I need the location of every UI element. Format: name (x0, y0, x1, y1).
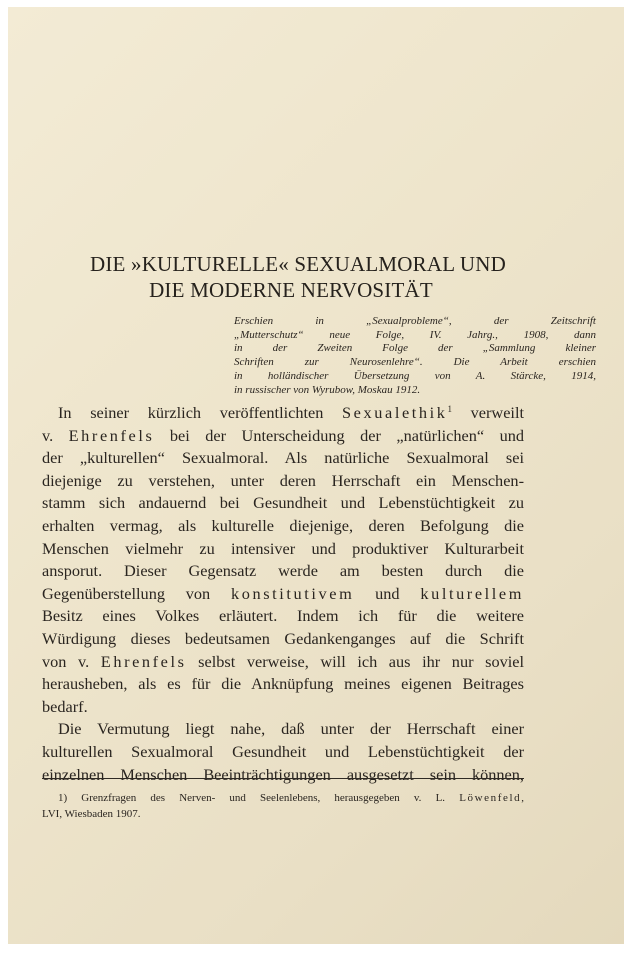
body-line: erhalten vermag, als kulturelle diejenige, deren Befolgung die (42, 515, 524, 535)
spaced-name: Löwenfeld (459, 792, 522, 804)
body-line: Die Vermutung liegt nahe, daß unter der Herrschaft einer (58, 719, 524, 739)
spaced-term: kulturellem (420, 583, 524, 603)
body-line: herausheben, als es für die Anknüpfung meines eigenen Beitrages (42, 674, 524, 694)
publication-note (234, 315, 596, 397)
body-line: bedarf. (42, 696, 88, 716)
text: selbst verweise, will ich aus ihr nur soviel (186, 651, 524, 671)
body-line: diejenige zu verstehen, unter deren Herrschaft ein Menschen- (42, 470, 524, 490)
body-line (42, 583, 524, 606)
body-line: einzelnen Menschen Beeinträchtigungen ausgesetzt sein können, (42, 764, 524, 784)
footnote-ref: 1 (447, 404, 452, 414)
chapter-title (8, 251, 624, 303)
text: In seiner kürzlich veröffentlichten (58, 403, 343, 422)
body-line (42, 402, 524, 425)
body-line: ansporut. Dieser Gegensatz werde am besten durch die (42, 561, 524, 581)
note-line: in russischer von Wyrubow, Moskau 1912. (234, 383, 421, 396)
spaced-name: Ehrenfels (100, 651, 187, 671)
body-line: kulturellen Sexualmoral Gesundheit und Lebenstüchtigkeit der (42, 741, 524, 761)
note-line: Erschien in „Sexualprobleme“, der Zeitschrift (234, 315, 596, 327)
text: 1) Grenzfragen des Nerven- und Seelenlebens, herausgegeben v. L. (58, 792, 460, 804)
spaced-term: Sexualethik (342, 403, 448, 422)
footnote-line: LVI, Wiesbaden 1907. (42, 808, 141, 820)
text: und (354, 583, 421, 603)
spaced-term: konstitutivem (230, 583, 355, 603)
body-line: der „kulturellen“ Sexualmoral. Als natürliche Sexualmoral sei (42, 448, 524, 468)
footnote-divider (42, 778, 524, 779)
text: Gegenüberstellung von (42, 583, 231, 603)
footnote-line (42, 790, 524, 806)
footnote (42, 790, 524, 822)
note-line: „Mutterschutz“ neue Folge, IV. Jahrg., 1908, dann (234, 328, 596, 341)
spaced-name: Ehrenfels (68, 425, 155, 445)
body-line: stamm sich andauernd bei Gesundheit und Lebenstüchtigkeit zu (42, 493, 524, 513)
text: von v. (42, 651, 101, 671)
body-line: Würdigung dieses bedeutsamen Gedankenganges auf die Schrift (42, 628, 524, 648)
book-page (8, 7, 624, 944)
text: , (521, 792, 524, 804)
text: bei der Unterscheidung der „natürlichen“ und (154, 425, 524, 445)
note-line: Schriften zur Neurosenlehre“. Die Arbeit erschien (234, 356, 596, 369)
text: v. (42, 425, 69, 445)
body-line: Menschen vielmehr zu intensiver und produktiver Kulturarbeit (42, 538, 524, 558)
text: verweilt (452, 403, 524, 422)
body-line (42, 651, 524, 674)
title-line-2: DIE MODERNE NERVOSITÄT (149, 278, 433, 302)
note-line: in der Zweiten Folge der „Sammlung kleiner (234, 342, 596, 355)
title-line-1: DIE »KULTURELLE« SEXUALMORAL UND (89, 252, 507, 276)
body-text (42, 402, 524, 786)
body-line (42, 425, 524, 448)
body-line: Besitz eines Volkes erläutert. Indem ich für die weitere (42, 606, 524, 626)
note-line: in holländischer Übersetzung von A. Stärcke, 1914, (234, 369, 596, 382)
